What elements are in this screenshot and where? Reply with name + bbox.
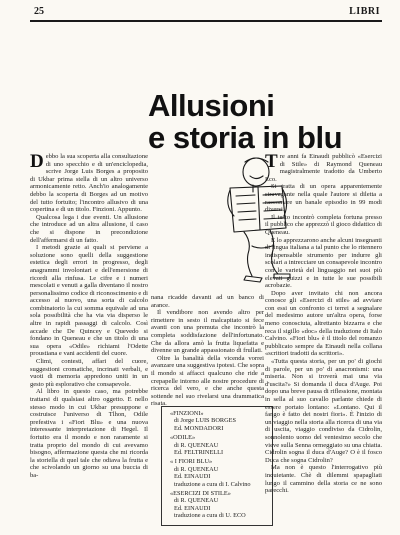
bibliography-entry [166, 458, 268, 488]
paragraph-text: ebbo la sua scoperta alla consultazione di uno specchio e di un'enciclopedia, scrive Jorge Luis Borges a proposito di Ukbar prima stella di un altro universo armonicamente retto. Anch'io analogamente debbo la scoperta di Borges ad un motivo del tutto fortuito; l'incontro allusivo di una copertina e di un titolo. Finzioni. Appunto. [30, 153, 148, 214]
paragraph: Il vendibore non avendo altro per rimettere in sesto il malcapitato si fece avanti con una premuta che incontrò la completa soddisfazione dell'infortunato. Che da allora amò la frutta liquefatta e divenne un grande appassionato di frullati. [151, 309, 264, 355]
book-title: « I FIORI BLU» [170, 458, 213, 466]
column-3 [265, 153, 382, 495]
man-left-leg [244, 232, 252, 276]
paragraph: Climi, contesti, affari del cuore, suggestioni cromatiche, incrinati verbali, e vuoti di memoria appredono uniti in un gesto più esplorativo che consapevole. [30, 358, 148, 388]
paragraph: Al libro in questo caso, ma potrebbe trattarsi di qualsiasi altro oggetto. E nello stesso modo in cui Ukbar presuppone e costruisce l'universo di Tlhon, Odile prefestiva i «Fiori Blu» e una nuova interessante interpretazione di Hegel. Il fortuito era il mondo e non raramente si tratta proprio del mondo di cui avevamo bisogno, affermazione questa che mi ricorda la storiella di quel tale che odiava la frutta e che scivolando un giorno su una buccia di ba- [30, 388, 148, 479]
page-number: 25 [34, 6, 44, 17]
book-author: di R. QUENEAU [174, 441, 219, 449]
paragraph: I metodi grazie ai quali si perviene a soluzione sono quelli della suggestione estetica degli errori in progresso, degli anagrammi involontari e dell'emersione di ricordi alla rinfusa. Le cifre e i numeri mescolati e venuti a galla diventano il nostro personalissimo codice di riconoscimento e di accesso al nuovo, una sorta di calcolo combinatorio la cui somma equivale ad una sola possibilità che ha via via disperso le altre in rapidi passaggi di calcolo. Così accade che De Quincey e Quevedo si fondano in Queneau e che un titolo di una sua opera «Odile» richiami l'Odette proustiana e vani accidenti del cuore. [30, 244, 148, 358]
paragraph: Dopo aver invitato chi non ancora conosce gli «Esercizi di stile» ad avviare con essi un confronto ci terrei a segnalare del medesimo autore un'altra opera, forse meno conosciuta, altrettanto bizzarra e che reca il sigillo «doc» della traduzione di Italo Calvino. «Fiori blu» è il titolo del romanzo pubblicato sempre da Einaudi nella collana «scrittori tradotti da scrittori». [265, 289, 382, 358]
article-headline [148, 90, 368, 154]
book-title: «ODILE» [170, 434, 196, 442]
section-title: LIBRI [349, 6, 380, 17]
drop-cap: T [265, 151, 278, 172]
paragraph: Oltre la banalità della vicenda vorrei avanzare una suggestiva ipotesi. Che sopra il mondo si affacci qualcuno che ride a crepapelle intorno alle nostre procedure di ricerca del vero, e che anche questa sottende nel suo rivelarsi una drammatica risata. [151, 354, 264, 408]
header-rule [30, 20, 382, 22]
paragraph: Si tratta di un opera apparentemente stravagante nella quale l'autore si diletta a raccontare un banale episodio in 99 modi diversi. [265, 183, 382, 214]
paragraph [30, 153, 148, 214]
paragraph: nana ricadde davanti ad un banco di arance. [151, 294, 264, 309]
paragraph-text: re anni fa Einaudi pubblicò «Esercizi di Stile» di Raymond Queneau magistralmente tradotto da Umberto Eco. [265, 153, 382, 183]
book-publisher: Ed. FELTRINELLI [174, 449, 224, 457]
book-translation-note: traduzione a cura di U. ECO [174, 512, 246, 520]
book-translation-note: traduzione a cura di I. Calvino [174, 480, 251, 488]
book-author: di Jorge LUIS BORGES [174, 417, 236, 425]
bibliography-entry [166, 434, 268, 456]
book-author: di R. QUENEAU [174, 465, 219, 473]
book-title: «ESERCIZI DI STILE» [170, 490, 231, 498]
bibliography-box [161, 406, 273, 526]
paragraph: Qualcosa lega i due eventi. Un allusione che introduce ad un altra allusione, il caso che si dispone in precondizione dell'affermarsi di un fatto. [30, 213, 148, 244]
paragraph: «Tutta questa storia, per un po' di giochi di parole, per un po' di anacronismi: una miseria. Non si troverà mai una via d'uscita?» Si domanda il duca d'Auge. Poi dopo una breve pausa di riflessione, montata in sella al suo cavallo parlante chiede di essere portato lontano: «Lontano. Qui il fango è fatto dei nostri fiori». È l'inizio di un viaggio nella storia alla ricerca di una via di uscita, viaggio condiviso da Cidrolin, sonnolento uomo del ventesimo secolo che vieve sulla Senna ormeggiato su una chiatta. Cidrolin sogna il duca d'Auge? O è il fosco Duca che sogna Cidrolin? [265, 358, 382, 464]
book-publisher: Ed. EINAUDI [174, 473, 211, 481]
headline-line-1: Allusioni [148, 88, 275, 123]
book-author: di R. QUENEAU [174, 497, 219, 505]
column-2 [151, 294, 264, 408]
bibliography-entry [166, 490, 268, 520]
paragraph: E lo apprezzarono anche alcuni insegnanti di lingua italiana a tal punto che lo ritennero indispensabile strumento per indurre gli scolari a intrecciare un consapevole incontro con le varietà del linguaggio nei suoi più elevati guizzi e in tutte le sue possibili acrobazie. [265, 236, 382, 290]
book-publisher: Ed. EINAUDI [174, 504, 211, 512]
book-title: «FINZIONI» [170, 410, 204, 417]
drop-cap: D [30, 151, 44, 172]
column-1 [30, 153, 148, 480]
paragraph: Ma non è questo l'interrogativo più inquietante. Chè di dilemmi spapagliati lungo il cammino della storia ce ne sono parecchi. [265, 464, 382, 495]
paragraph: Il testo incontrò completa fortuna presso il pubblico che apprezzò il gioco didattico di Queneau. [265, 213, 382, 236]
headline-line-2: e storia in blu [148, 120, 343, 155]
bibliography-entry [166, 410, 268, 432]
paragraph [265, 153, 382, 183]
book-publisher: Ed. MONDADORI [174, 424, 224, 432]
